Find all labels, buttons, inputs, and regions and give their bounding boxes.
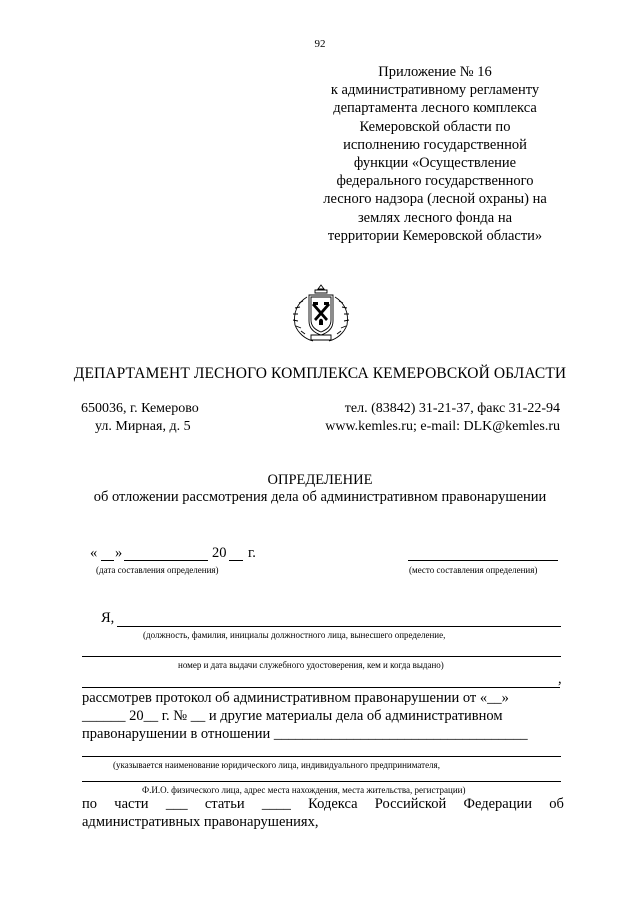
document-title: ОПРЕДЕЛЕНИЕ [267, 472, 373, 488]
law-word: статьи [204, 796, 245, 812]
appendix-line: федерального государственного [336, 173, 534, 190]
law-word: Федерации [463, 796, 533, 812]
subject-caption-1: (указывается наименование юридического лица, индивидуального предпринимателя, [113, 760, 440, 770]
body-line-5: административных правонарушениях, [82, 814, 319, 830]
date-day-line[interactable] [101, 560, 114, 561]
address-street: ул. Мирная, д. 5 [95, 419, 191, 434]
official-line-3[interactable] [82, 687, 560, 688]
appendix-line: функции «Осуществление [353, 155, 517, 172]
appendix-line: территории Кемеровской области» [327, 227, 543, 244]
law-word: ____ [261, 796, 291, 812]
appendix-line: землях лесного фонда на [357, 209, 513, 226]
date-caption: (дата составления определения) [96, 565, 219, 575]
appendix-line: Кемеровской области по [359, 118, 511, 135]
law-word: части [114, 796, 149, 812]
phone-fax: тел. (83842) 31-21-37, факс 31-22-94 [344, 401, 560, 416]
department-title: ДЕПАРТАМЕНТ ЛЕСНОГО КОМПЛЕКСА КЕМЕРОВСКОЙ ОБЛАСТИ [73, 365, 567, 382]
law-word: Российской [374, 796, 447, 812]
address-city: 650036, г. Кемерово [81, 401, 199, 416]
law-word: по [82, 796, 98, 812]
appendix-line: лесного надзора (лесной охраны) на [323, 191, 547, 208]
subject-caption-2: Ф.И.О. физического лица, адрес места нахождения, места жительства, регистрации) [142, 785, 466, 795]
law-reference-line [82, 796, 564, 813]
date-year-prefix: 20 [212, 545, 227, 561]
law-word: Кодекса [308, 796, 358, 812]
subject-line-2[interactable] [82, 781, 561, 782]
law-word: ___ [165, 796, 188, 812]
date-quote-close: » [115, 545, 123, 561]
official-line-2[interactable] [82, 656, 561, 657]
body-line-3: правонарушении в отношении ___________________________________ [82, 726, 528, 742]
ya-label: Я, [101, 610, 115, 626]
subject-line-1[interactable] [82, 756, 561, 757]
place-caption: (место составления определения) [409, 565, 538, 575]
official-caption-1: (должность, фамилия, инициалы должностного лица, вынесшего определение, [143, 630, 446, 640]
document-subtitle: об отложении рассмотрения дела об административном правонарушении [93, 489, 547, 505]
official-caption-2: номер и дата выдачи служебного удостоверения, кем и когда выдано) [178, 660, 444, 670]
page-number: 92 [314, 38, 326, 50]
official-line-1[interactable] [117, 626, 561, 627]
appendix-line: Приложение № 16 [378, 64, 492, 80]
appendix-line: департамента лесного комплекса [333, 100, 537, 117]
appendix-note [300, 63, 570, 245]
appendix-line: к административному регламенту [330, 82, 540, 99]
appendix-line: исполнению государственной [343, 136, 527, 153]
law-word: об [549, 796, 564, 812]
date-year-line[interactable] [229, 560, 243, 561]
body-line-2: ______ 20__ г. № __ и другие материалы дела об административном [82, 708, 503, 724]
web-email: www.kemles.ru; e-mail: DLK@kemles.ru [325, 419, 560, 434]
line-comma: , [558, 671, 562, 687]
date-quote-open: « [90, 545, 98, 561]
place-line[interactable] [408, 560, 558, 561]
coat-of-arms-emblem [289, 283, 353, 345]
body-line-1: рассмотрев протокол об административном правонарушении от «__» [82, 690, 509, 706]
date-month-line[interactable] [124, 560, 208, 561]
date-year-suffix: г. [248, 545, 256, 561]
